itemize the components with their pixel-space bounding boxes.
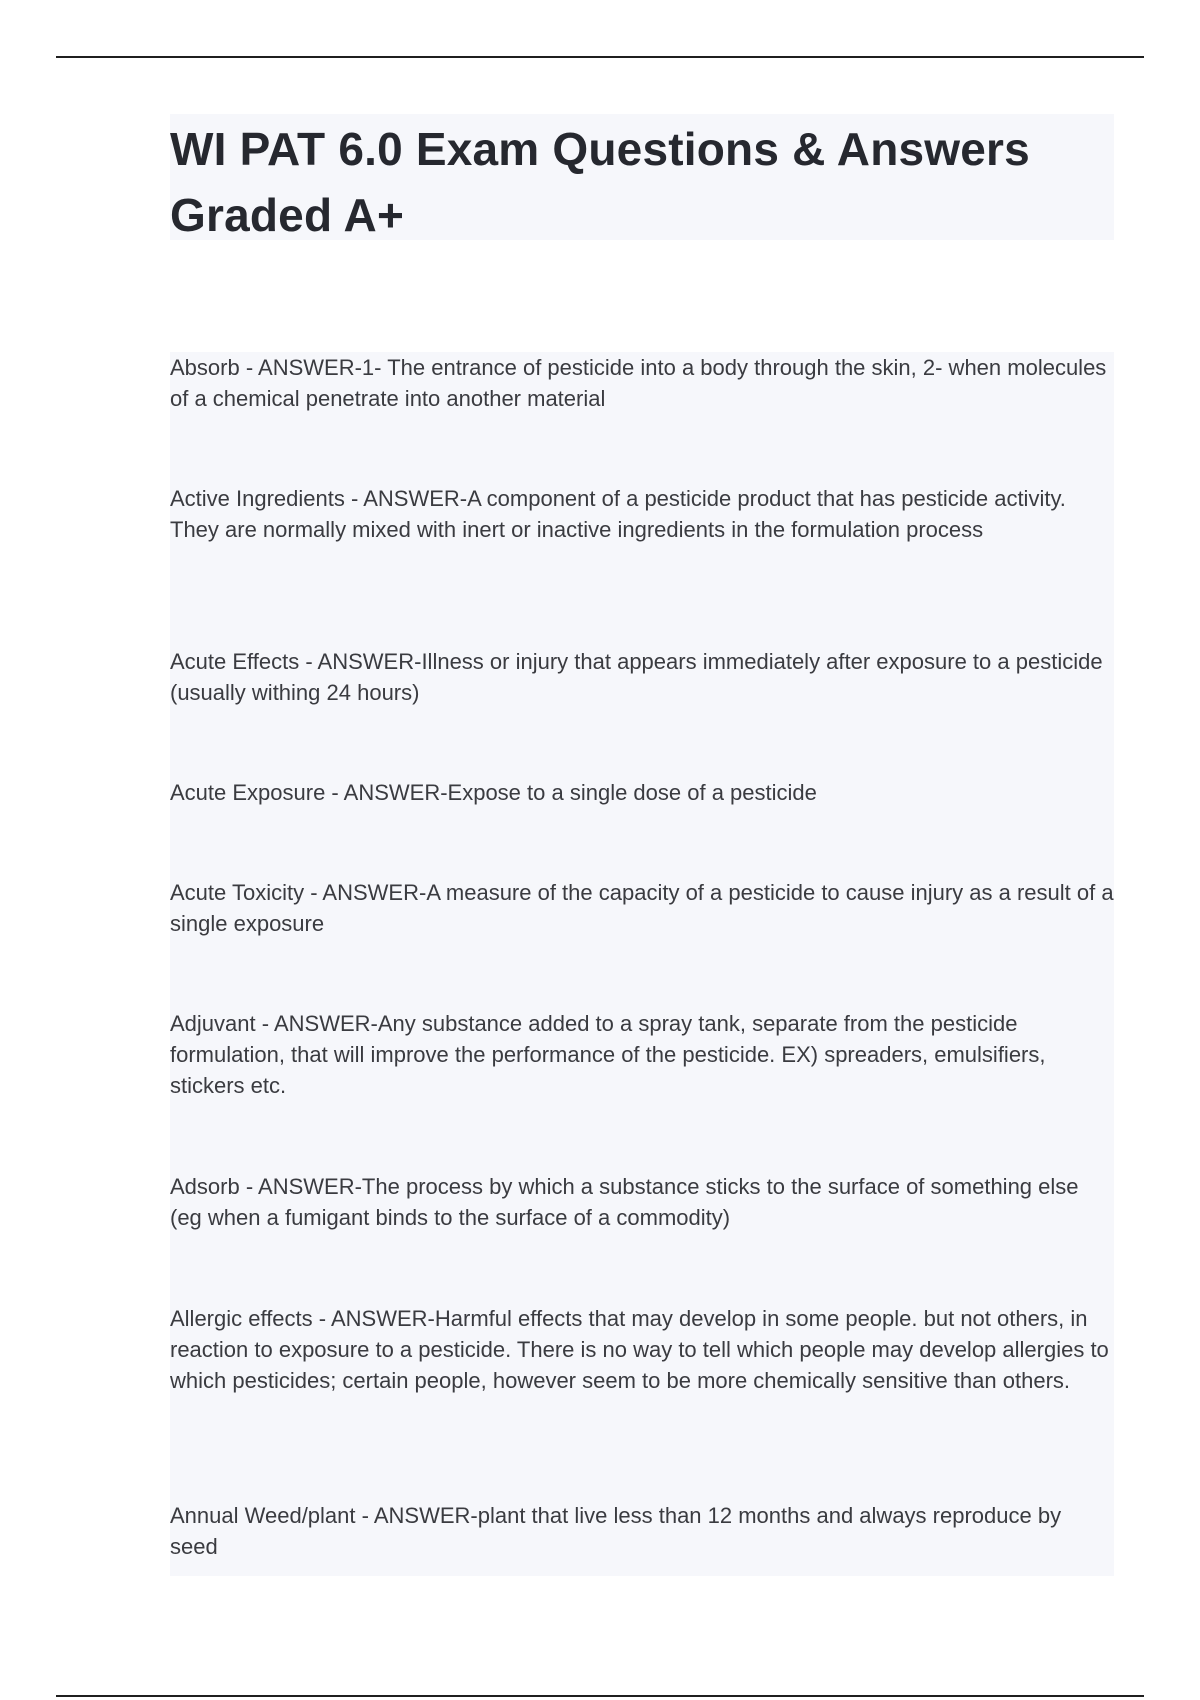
- entry-acute-effects: Acute Effects - ANSWER-Illness or injury that appears immediately after exposure to a pesticide (usually withing 24 hours): [170, 649, 1103, 705]
- entry-absorb: Absorb - ANSWER-1- The entrance of pesticide into a body through the skin, 2- when molecules of a chemical penetrate into another material: [170, 355, 1107, 411]
- bottom-rule: [56, 1695, 1144, 1697]
- top-rule: [56, 56, 1144, 58]
- entry-adjuvant: Adjuvant - ANSWER-Any substance added to a spray tank, separate from the pesticide formulation, that will improve the performance of the pesticide. EX) spreaders, emulsifiers, stickers etc.: [170, 1011, 1046, 1098]
- entry-acute-toxicity: Acute Toxicity - ANSWER-A measure of the capacity of a pesticide to cause injury as a result of a single exposure: [170, 880, 1114, 936]
- entry-adsorb: Adsorb - ANSWER-The process by which a substance sticks to the surface of something else (eg when a fumigant binds to the surface of a commodity): [170, 1174, 1079, 1230]
- title-block: [170, 114, 1114, 240]
- entry-acute-exposure: Acute Exposure - ANSWER-Expose to a single dose of a pesticide: [170, 780, 817, 805]
- document-title: WI PAT 6.0 Exam Questions & Answers Graded A+: [170, 123, 1030, 241]
- content-block: [170, 352, 1114, 1576]
- entry-annual-weed-plant: Annual Weed/plant - ANSWER-plant that live less than 12 months and always reproduce by seed: [170, 1503, 1062, 1559]
- entry-allergic-effects: Allergic effects - ANSWER-Harmful effects that may develop in some people. but not others, in reaction to exposure to a pesticide. There is no way to tell which people may develop allergies to which pesticides; certain people, however seem to be more chemically sensitive than others.: [170, 1306, 1109, 1393]
- entry-active-ingredients: Active Ingredients - ANSWER-A component of a pesticide product that has pesticide activity. They are normally mixed with inert or inactive ingredients in the formulation process: [170, 486, 1066, 542]
